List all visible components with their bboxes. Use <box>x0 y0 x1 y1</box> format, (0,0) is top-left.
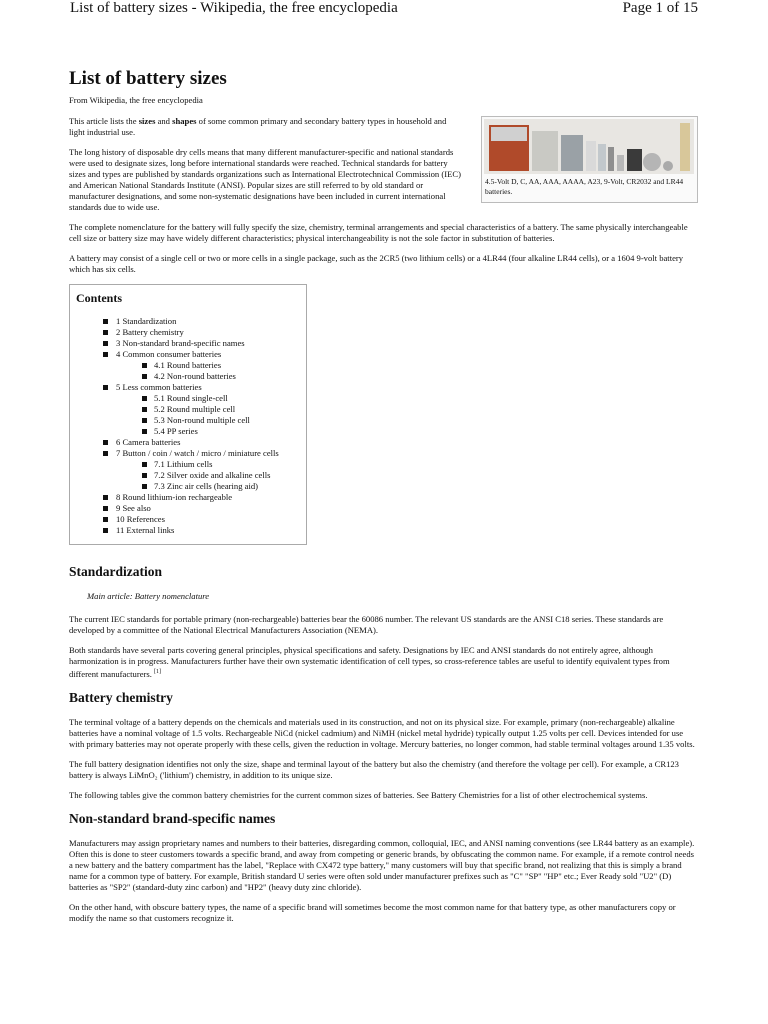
battery-figure <box>481 116 698 203</box>
battery-photo <box>484 119 694 174</box>
print-header-title: List of battery sizes - Wikipedia, the free encyclopedia <box>70 0 398 16</box>
toc-list <box>76 316 306 536</box>
toc-item[interactable]: 7.3 Zinc air cells (hearing aid) <box>76 481 306 492</box>
chemistry-paragraph-3: The following tables give the common battery chemistries for the current common sizes of batteries. See Battery Chemistries for a list of other electrochemical systems. <box>69 789 648 800</box>
toc-item[interactable]: 4.2 Non-round batteries <box>76 371 306 382</box>
section-heading-chemistry: Battery chemistry <box>69 689 173 705</box>
toc-item[interactable]: 2 Battery chemistry <box>76 327 306 338</box>
article-body <box>69 66 699 933</box>
chemistry-paragraph-2: The full battery designation identifies not only the size, shape and terminal layout of the battery but also the chemistry (and therefore the voltage per cell). For example, a CR123 battery is always LiMnO₂ ('lithium') chemistry, in addition to its unique size. <box>69 758 679 780</box>
table-of-contents <box>69 284 307 545</box>
toc-item[interactable]: 7.2 Silver oxide and alkaline cells <box>76 470 306 481</box>
nonstandard-paragraph-1: Manufacturers may assign proprietary names and numbers to their batteries, disregarding common, colloquial, IEC, and ANSI naming conventions (see LR44 battery as an example). Often this is done to steer customers towards a specific brand, and away from competing or generic brands, by obfuscating the common name. For example, if a remote control needs a new battery and the battery compartment has the label, "Replace with CX472 type battery," many customers will buy that specific brand, not realizing that this is simply a brand name for a common type of battery. For example, British standard U series were often sold under manufacturer prefixes such as "C" "SP" "HP" etc.; Ever Ready sold "U2" (D) batteries as "SP2" (standard-duty zinc carbon) and "HP2" (heavy duty zinc chloride). <box>69 837 695 892</box>
toc-item[interactable]: 7.1 Lithium cells <box>76 459 306 470</box>
toc-item[interactable]: 6 Camera batteries <box>76 437 306 448</box>
print-header <box>0 0 768 22</box>
standardization-paragraph-1: The current IEC standards for portable primary (non-rechargeable) batteries bear the 60086 number. The relevant US standards are the ANSI C18 series. These standards are developed by a committee of the National Electrical Manufacturers Association (NEMA). <box>69 614 664 635</box>
toc-item[interactable]: 4 Common consumer batteries <box>76 349 306 360</box>
bold-shapes: shapes <box>172 116 197 126</box>
article-source: From Wikipedia, the free encyclopedia <box>69 95 203 105</box>
toc-item[interactable]: 8 Round lithium-ion rechargeable <box>76 492 306 503</box>
page-number: Page 1 of 15 <box>622 0 698 16</box>
paragraph-cells: A battery may consist of a single cell or two or more cells in a single package, such as the 2CR5 (two lithium cells) or a 4LR44 (four alkaline LR44 cells), or a 1604 9-volt battery which has six cells. <box>69 253 684 274</box>
toc-item[interactable]: 1 Standardization <box>76 316 306 327</box>
toc-item[interactable]: 7 Button / coin / watch / micro / miniature cells <box>76 448 306 459</box>
toc-item[interactable]: 4.1 Round batteries <box>76 360 306 371</box>
bold-sizes: sizes <box>138 116 156 126</box>
toc-item[interactable]: 5.4 PP series <box>76 426 306 437</box>
toc-item[interactable]: 3 Non-standard brand-specific names <box>76 338 306 349</box>
toc-item[interactable]: 5 Less common batteries <box>76 382 306 393</box>
paragraph-history: The long history of disposable dry cells means that many different manufacturer-specific and national standards were used to designate sizes, long before international standards were reached. Technical standards for battery sizes and types are published by standards organizations such as International Electrotechnical Commission (IEC) and American National Standards Institute (ANSI). Popular sizes are still referred to by old standard or manufacturer designations, and some non-systematic designations have been included in current international standards due to wide use. <box>69 147 461 212</box>
toc-item[interactable]: 10 References <box>76 514 306 525</box>
nonstandard-paragraph-2: On the other hand, with obscure battery types, the name of a specific brand will sometimes become the most common name for that battery type, as other manufacturers copy or modify the name so that customers recognize it. <box>69 901 676 923</box>
toc-item[interactable]: 5.3 Non-round multiple cell <box>76 415 306 426</box>
section-heading-nonstandard: Non-standard brand-specific names <box>69 810 276 826</box>
section-heading-standardization: Standardization <box>69 564 163 579</box>
toc-item[interactable]: 5.1 Round single-cell <box>76 393 306 404</box>
page-title: List of battery sizes <box>69 68 227 89</box>
main-article-note[interactable]: Main article: Battery nomenclature <box>87 591 210 601</box>
intro-paragraph: This article lists the sizes and shapes of some common primary and secondary battery types in household and light industrial use. <box>69 116 447 137</box>
toc-item[interactable]: 9 See also <box>76 503 306 514</box>
toc-item[interactable]: 11 External links <box>76 525 306 536</box>
paragraph-nomenclature: The complete nomenclature for the battery will fully specify the size, chemistry, terminal arrangements and special characteristics of a battery. The same physically interchangeable cell size or battery size may have widely different characteristics; physical interchangeability is not the sole factor in substitution of batteries. <box>69 222 688 243</box>
chemistry-paragraph-1: The terminal voltage of a battery depends on the chemicals and materials used in its construction, and not on its physical size. For example, primary (non-rechargeable) alkaline batteries have a nominal voltage of 1.5 volts. Rechargeable NiCd (nickel cadmium) and NiMH (nickel metal hydride) typically output 1.25 volts per cell. Devices intended for use with primary batteries may not operate properly with these cells, given the reduction in voltage. Mercury batteries, no longer common, had stable terminal voltages around 1.35 volts. <box>69 716 695 749</box>
toc-item[interactable]: 5.2 Round multiple cell <box>76 404 306 415</box>
reference-link[interactable]: [1] <box>154 669 162 675</box>
standardization-paragraph-2: Both standards have several parts covering general principles, physical specifications and safety. Designations by IEC and ANSI standards do not entirely agree, although harmonization is in progress. Manufacturers further have their own systematic identification of cell types, so cross-reference tables are useful to identify equivalent types from different manufacturers. [1] <box>69 645 670 679</box>
figure-caption: 4.5-Volt D, C, AA, AAA, AAAA, A23, 9-Volt, CR2032 and LR44 batteries. <box>485 177 684 196</box>
toc-title: Contents <box>76 291 123 305</box>
